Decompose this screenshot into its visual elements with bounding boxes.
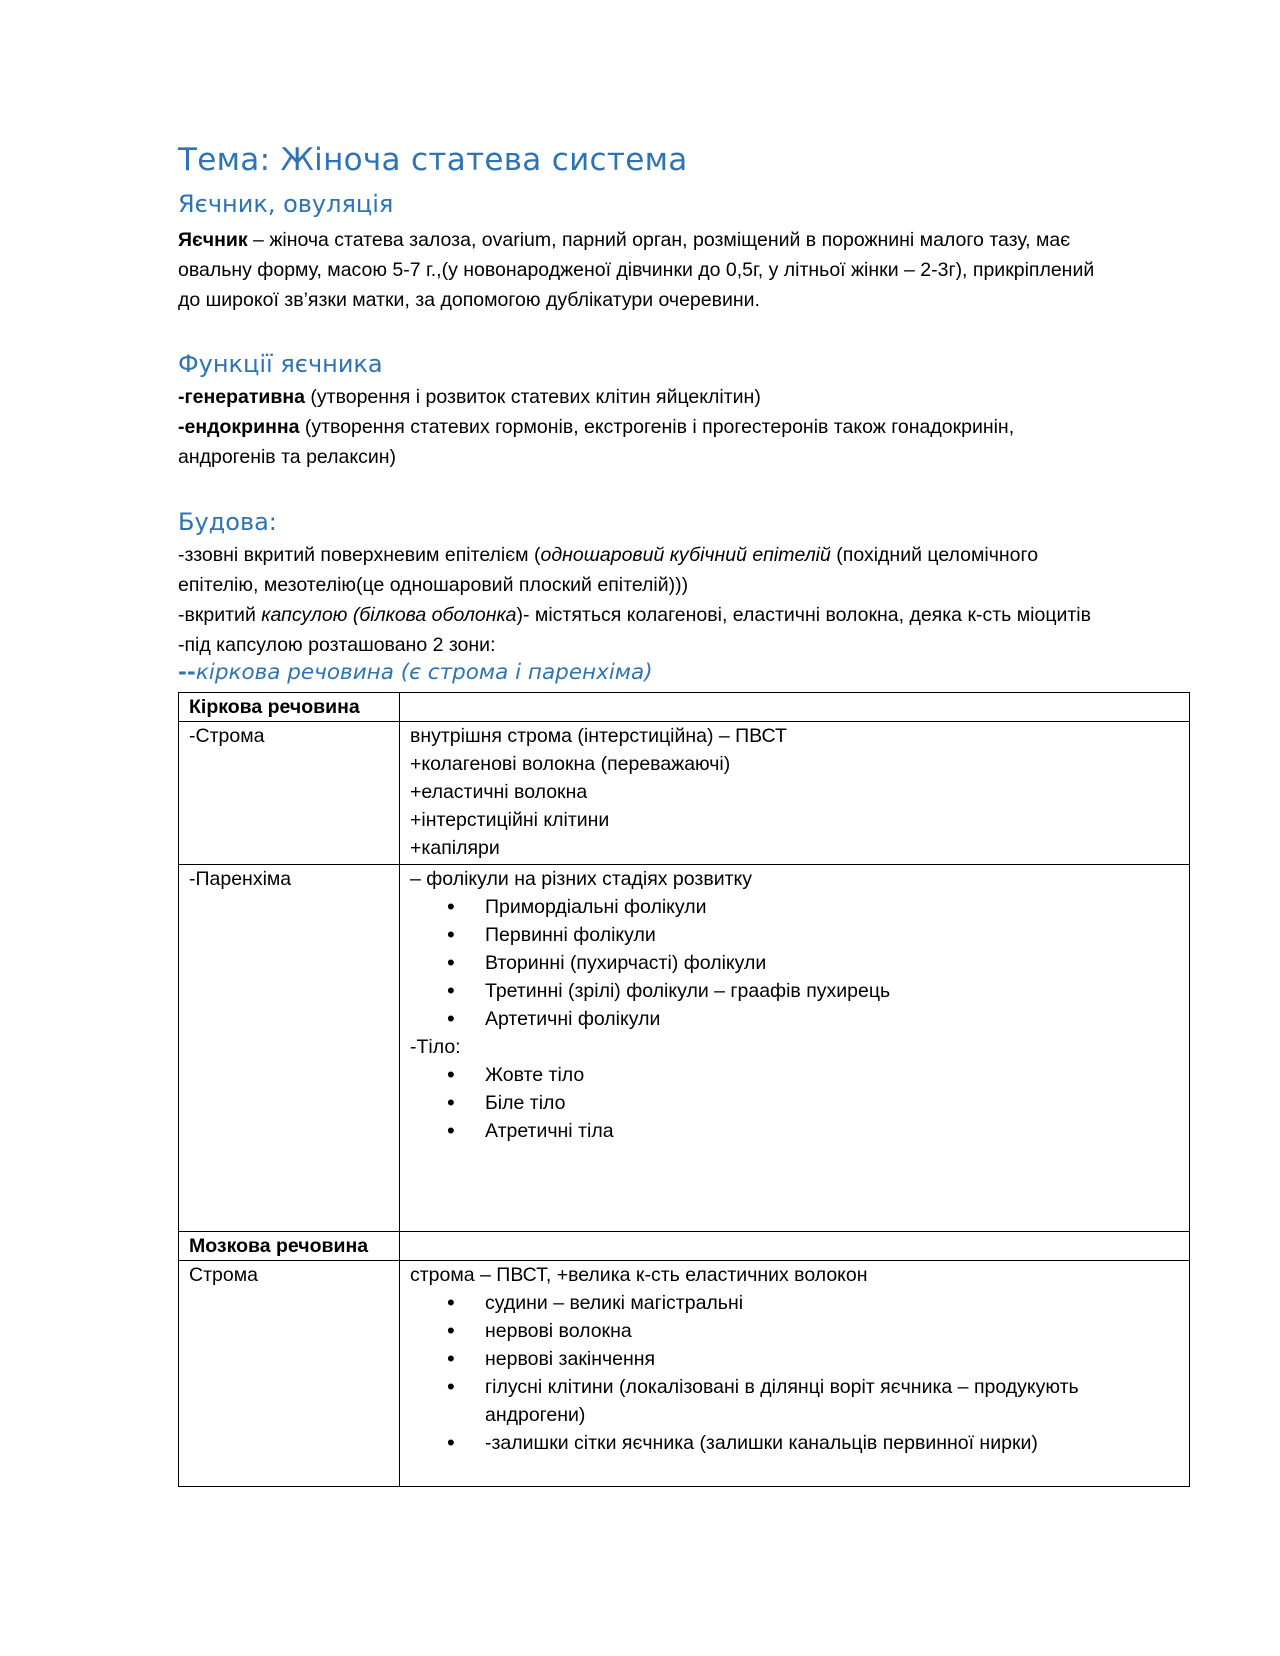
ovary-line2: овальну форму, масою 5-7 г.,(у новонародженої дівчинки до 0,5г, у літньої жінки – 2-3г), прикріплений	[178, 259, 1095, 281]
list-item: • Біле тіло	[410, 1089, 1179, 1117]
ovary-structure-table	[178, 692, 1190, 1487]
structure-line3-italic: капсулою (білкова оболонка	[261, 604, 517, 626]
ovary-line1: – жіноча статева залоза, ovarium, парний орган, розміщений в порожнині малого тазу, має	[247, 229, 1071, 251]
table-row	[179, 693, 1190, 722]
function-endocrine-desc: (утворення статевих гормонів, екстрогенів і прогестеронів також гонадокринін,	[299, 416, 1015, 438]
structure-line2: епітелію, мезотелію(це одношаровий плоский епітелій)))	[178, 574, 689, 596]
list-item: • Атретичні тіла	[410, 1117, 1179, 1145]
medulla-intro: строма – ПВСТ, +велика к-сть еластичних волокон	[410, 1264, 868, 1286]
list-item: • нервові волокна	[410, 1317, 1179, 1345]
list-item: • -залишки сітки яєчника (залишки канальців первинної нирки)	[410, 1429, 1179, 1457]
table-row	[179, 865, 1190, 1232]
function-generative-desc: (утворення і розвиток статевих клітин яйцеклітин)	[305, 386, 761, 408]
list-item: • Вторинні (пухирчасті) фолікули	[410, 949, 1179, 977]
heading-structure: Будова:	[178, 508, 277, 536]
structure-line3-b: )- містяться колагенові, еластичні волокна, деяка к-сть міоцитів	[516, 604, 1092, 626]
function-endocrine-term: -ендокринна	[178, 416, 300, 438]
structure-line4: -під капсулою розташовано 2 зони:	[178, 634, 496, 656]
empty-cell	[400, 1232, 1190, 1261]
bodies-label: -Тіло:	[410, 1036, 461, 1058]
list-item: • Артетичні фолікули	[410, 1005, 1179, 1033]
medulla-list	[410, 1289, 1179, 1457]
list-item: • гілусні клітини (локалізовані в ділянці воріт яєчника – продукують андрогени)	[410, 1373, 1179, 1429]
list-item: • нервові закінчення	[410, 1345, 1179, 1373]
parenchyma-intro: – фолікули на різних стадіях розвитку	[410, 868, 753, 890]
term-ovary: Яєчник	[178, 229, 248, 251]
stroma-label-cell: -Строма	[179, 722, 400, 865]
stroma-line: внутрішня строма (інтерстиційна) – ПВСТ	[410, 725, 787, 747]
stroma-line: +інтерстиційні клітини	[410, 809, 610, 831]
cortex-subheading	[178, 660, 653, 685]
structure-line3-a: -вкритий	[178, 604, 262, 626]
stroma-content-cell	[400, 722, 1190, 865]
stroma-line: +колагенові волокна (переважаючі)	[410, 753, 731, 775]
follicle-list	[410, 893, 1179, 1033]
structure-line1-italic: одношаровий кубічний епітелій	[540, 544, 831, 566]
functions-list	[178, 382, 1190, 472]
medulla-stroma-content-cell	[400, 1261, 1190, 1487]
stroma-line: +еластичні волокна	[410, 781, 588, 803]
list-item: • Первинні фолікули	[410, 921, 1179, 949]
empty-cell	[400, 693, 1190, 722]
table-row	[179, 1232, 1190, 1261]
function-generative-term: -генеративна	[178, 386, 305, 408]
page-title: Тема: Жіноча статева система	[178, 142, 688, 178]
structure-line1-a: -ззовні вкритий поверхневим епітелієм (	[178, 544, 541, 566]
bodies-list	[410, 1061, 1179, 1145]
medulla-header-cell: Мозкова речовина	[179, 1232, 400, 1261]
stroma-line: +капіляри	[410, 837, 500, 859]
parenchyma-content-cell	[400, 865, 1190, 1232]
table-row	[179, 722, 1190, 865]
ovary-line3: до широкої зв’язки матки, за допомогою дублікатури очеревини.	[178, 289, 760, 311]
cortex-header-cell: Кіркова речовина	[179, 693, 400, 722]
structure-line1-b: (похідний целомічного	[830, 544, 1039, 566]
structure-text	[178, 540, 1190, 660]
function-endocrine-desc-cont: андрогенів та релаксин)	[178, 446, 396, 468]
cortex-subheading-prefix: --	[178, 660, 196, 685]
heading-ovary: Яєчник, овуляція	[178, 190, 394, 218]
cortex-subheading-text: кіркова речовина (є строма і паренхіма)	[195, 660, 653, 685]
list-item: • Примордіальні фолікули	[410, 893, 1179, 921]
parenchyma-label-cell: -Паренхіма	[179, 865, 400, 1232]
list-item: • Третинні (зрілі) фолікули – граафів пухирець	[410, 977, 1179, 1005]
list-item: • Жовте тіло	[410, 1061, 1179, 1089]
medulla-stroma-label-cell: Строма	[179, 1261, 400, 1487]
heading-functions: Функції яєчника	[178, 350, 383, 378]
table-row	[179, 1261, 1190, 1487]
ovary-definition	[178, 225, 1190, 315]
list-item: • судини – великі магістральні	[410, 1289, 1179, 1317]
